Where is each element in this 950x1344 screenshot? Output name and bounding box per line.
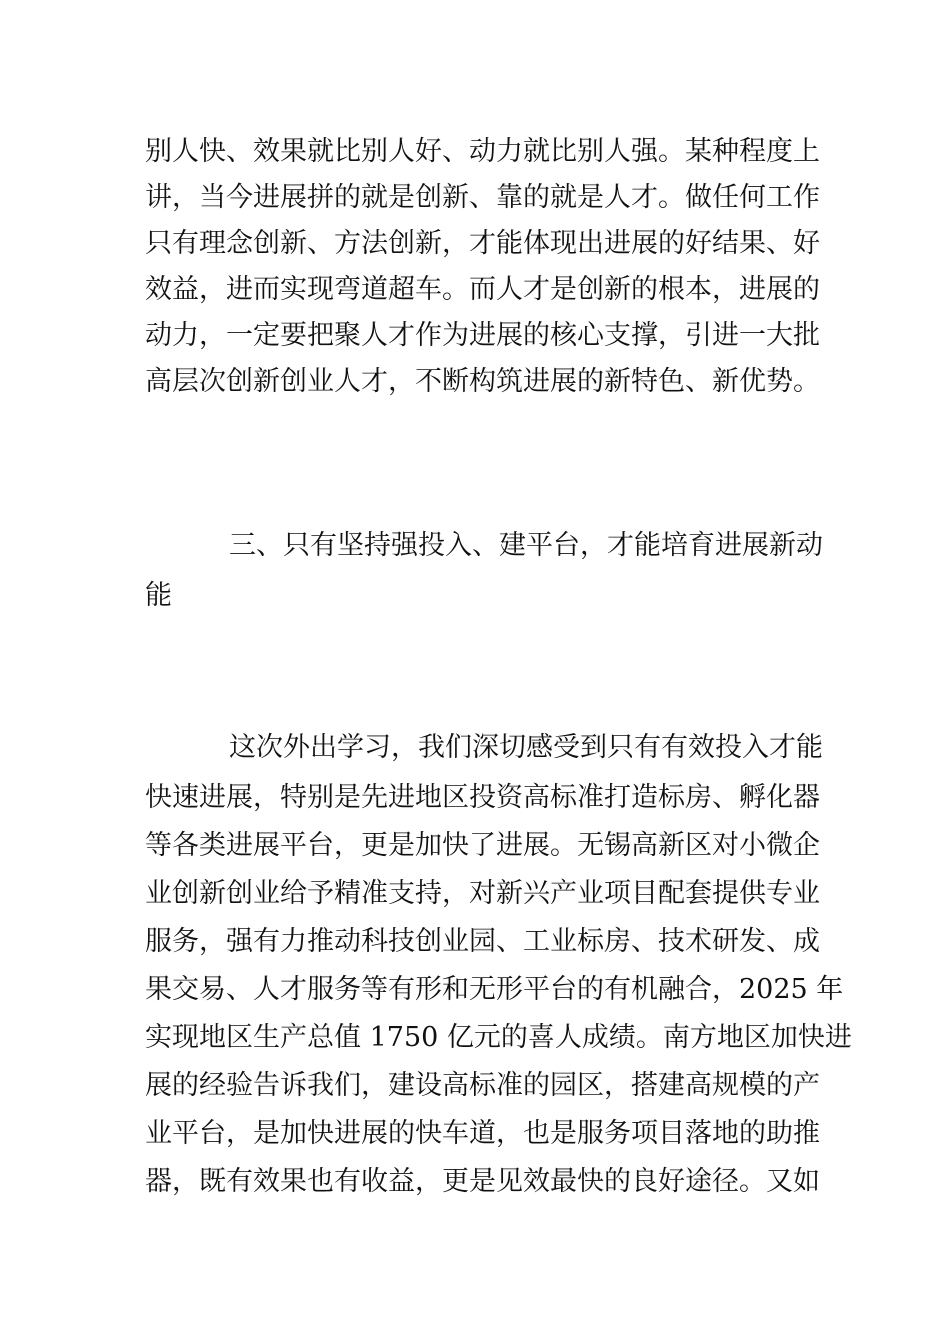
heading-line: 能 <box>145 580 172 611</box>
paragraph-line: 这次外出学习，我们深切感受到只有有效投入才能 <box>229 732 823 763</box>
paragraph-line: 动力，一定要把聚人才作为进展的核心支撑，引进一大批 <box>145 320 820 351</box>
paragraph-line: 别人快、效果就比别人好、动力就比别人强。某种程度上 <box>145 136 820 167</box>
paragraph-line: 只有理念创新、方法创新，才能体现出进展的好结果、好 <box>145 228 820 259</box>
paragraph-line: 果交易、人才服务等有形和无形平台的有机融合，2025 年 <box>145 974 844 1005</box>
paragraph-line: 展的经验告诉我们，建设高标准的园区，搭建高规模的产 <box>145 1070 820 1101</box>
paragraph-line: 讲，当今进展拼的就是创新、靠的就是人才。做任何工作 <box>145 182 820 213</box>
paragraph-line: 业平台，是加快进展的快车道，也是服务项目落地的助推 <box>145 1118 820 1149</box>
paragraph-line: 业创新创业给予精准支持，对新兴产业项目配套提供专业 <box>145 878 820 909</box>
heading-line: 三、只有坚持强投入、建平台，才能培育进展新动 <box>229 530 823 561</box>
paragraph-line: 服务，强有力推动科技创业园、工业标房、技术研发、成 <box>145 926 820 957</box>
paragraph-line: 器，既有效果也有收益，更是见效最快的良好途径。又如 <box>145 1166 820 1197</box>
paragraph-line: 效益，进而实现弯道超车。而人才是创新的根本，进展的 <box>145 274 820 305</box>
paragraph-line: 实现地区生产总值 1750 亿元的喜人成绩。南方地区加快进 <box>145 1022 852 1053</box>
paragraph-line: 等各类进展平台，更是加快了进展。无锡高新区对小微企 <box>145 830 820 861</box>
paragraph-line: 高层次创新创业人才，不断构筑进展的新特色、新优势。 <box>145 366 820 397</box>
paragraph-line: 快速进展，特别是先进地区投资高标准打造标房、孵化器 <box>145 782 820 813</box>
